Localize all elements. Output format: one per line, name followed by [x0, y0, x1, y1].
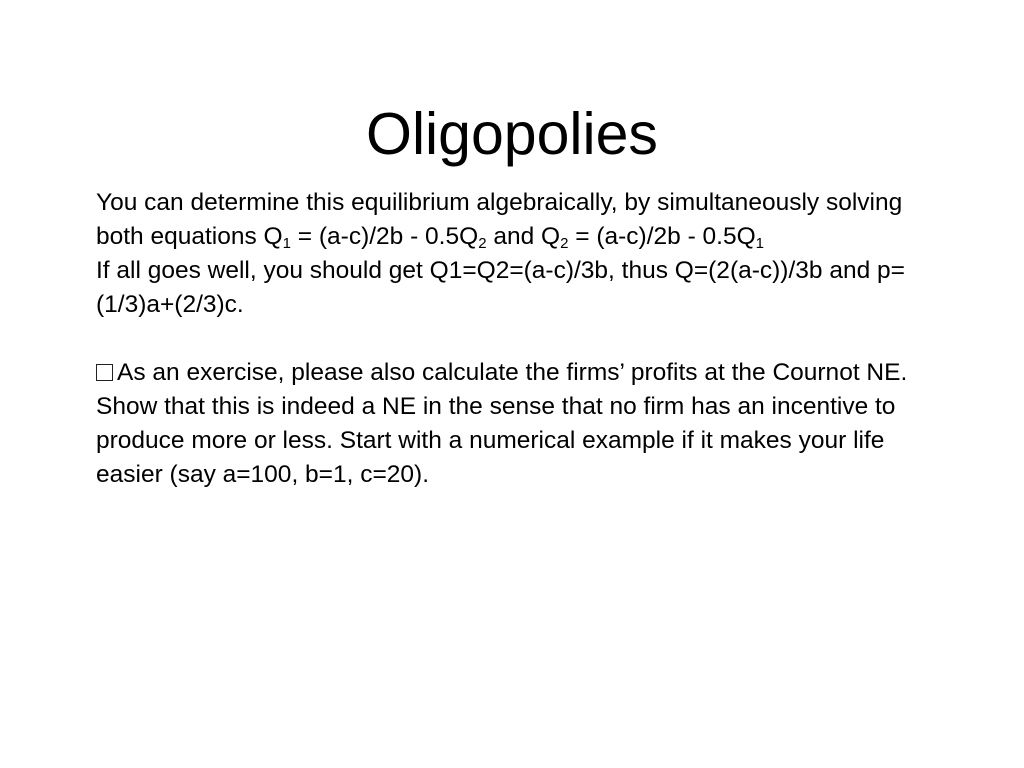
- subscript: 2: [478, 235, 487, 252]
- exercise-text: As an exercise, please also calculate the firms’ profits at the Cournot NE. Show that this is indeed a NE in the sense that no firm has an incentive to produce more or less. Start with a numerical example if it makes your life easier (say a=100, b=1, c=20).: [96, 359, 908, 488]
- paragraph-equations: [96, 186, 936, 254]
- subscript: 1: [755, 235, 765, 252]
- subscript: 2: [560, 235, 569, 252]
- slide-body: [96, 186, 936, 492]
- equation-intro: You can determine this equilibrium algebraically, by simultaneously solving both equations Q: [96, 189, 903, 250]
- paragraph-spacer: [96, 322, 936, 356]
- equation-text: and Q: [486, 223, 561, 250]
- equation-text: = (a-c)/2b - 0.5Q: [290, 223, 479, 250]
- equation-text: = (a-c)/2b - 0.5Q: [568, 223, 756, 250]
- square-outline-icon: [96, 364, 113, 381]
- paragraph-result: If all goes well, you should get Q1=Q2=(a-c)/3b, thus Q=(2(a-c))/3b and p=(1/3)a+(2/3)c.: [96, 257, 905, 318]
- slide-title: Oligopolies: [366, 101, 658, 167]
- subscript: 1: [282, 235, 291, 252]
- paragraph-exercise: [96, 356, 936, 492]
